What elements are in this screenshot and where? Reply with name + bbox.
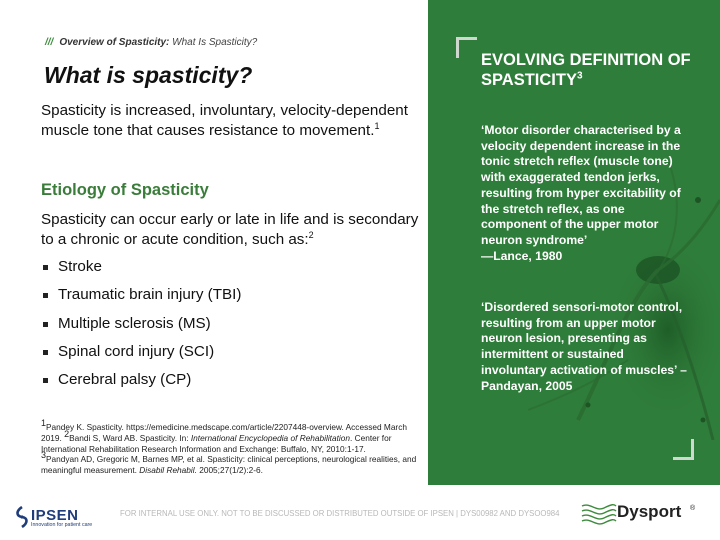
ref-3-journal: Disabil Rehabil. xyxy=(139,465,197,476)
ipsen-tagline: Innovation for patient care xyxy=(31,522,93,528)
etiology-text: Spasticity can occur early or late in life and is secondary to a chronic or acute condition, such as: xyxy=(41,211,419,248)
list-item-label: Multiple sclerosis (MS) xyxy=(58,314,211,332)
corner-bracket-bottom-icon xyxy=(673,439,694,460)
ref-2-authors: Bandi S, Ward AB. Spasticity. In: xyxy=(69,432,189,443)
breadcrumb-slashes: /// xyxy=(45,37,54,48)
definition-ref: 1 xyxy=(374,120,380,131)
list-item-label: Traumatic brain injury (TBI) xyxy=(58,286,242,304)
breadcrumb xyxy=(45,37,257,48)
ref-3-citation: 2005;27(1/2):2-6. xyxy=(199,465,263,476)
definition-panel xyxy=(428,0,720,485)
ref-3-authors: Pandyan AD, Gregoric M, Barnes MP, et al. Spasticity: clinical perceptions, neurological realities, and meaningful measurement. xyxy=(41,454,417,476)
ipsen-logo-icon xyxy=(14,506,30,528)
list-item-label: Cerebral palsy (CP) xyxy=(58,371,192,389)
footer-disclaimer: FOR INTERNAL USE ONLY. NOT TO BE DISCUSSED OR DISTRIBUTED OUTSIDE OF IPSEN | DYS00982 AND DYSOO984 xyxy=(120,509,560,518)
list-item xyxy=(41,314,241,342)
bullet-icon xyxy=(43,378,48,383)
corner-bracket-top-icon xyxy=(456,37,477,58)
dysport-logo-icon xyxy=(580,500,618,528)
list-item xyxy=(41,370,241,398)
panel-title-ref: 3 xyxy=(576,70,583,82)
ref-1-text: Pandey K. Spasticity. https://emedicine.medscape.com/article/2207448-overview. Accessed March 2019. xyxy=(41,422,407,443)
panel-title-text: EVOLVING DEFINITION OF SPASTICITY xyxy=(481,51,691,89)
ipsen-logo-text: IPSEN xyxy=(31,507,79,524)
ref-1-number: 1 xyxy=(41,418,47,429)
bullet-icon xyxy=(43,265,48,270)
bullet-icon xyxy=(43,293,48,298)
dysport-registered-mark: ® xyxy=(690,505,696,512)
breadcrumb-topic: What Is Spasticity? xyxy=(172,37,258,48)
condition-list xyxy=(41,257,241,398)
ref-3-number: 3 xyxy=(41,450,47,461)
list-item-label: Stroke xyxy=(58,258,102,275)
dysport-logo-text: Dysport xyxy=(617,502,682,521)
bullet-icon xyxy=(43,322,48,327)
breadcrumb-section: Overview of Spasticity: xyxy=(59,37,170,48)
page-title: What is spasticity? xyxy=(44,62,253,88)
etiology-paragraph xyxy=(41,210,421,250)
ref-2-publisher: . Center for International Rehabilitation Research Information and Exchange: Buffalo, NY, 2010:1-17. xyxy=(41,432,392,454)
definition-text: Spasticity is increased, involuntary, velocity-dependent muscle tone that causes resistance to movement. xyxy=(41,102,408,139)
lance-quote xyxy=(481,123,691,264)
list-item xyxy=(41,285,241,313)
ref-2-number: 2 xyxy=(64,429,70,440)
list-item xyxy=(41,257,241,285)
bullet-icon xyxy=(43,350,48,355)
ref-2-title: International Encyclopedia of Rehabilitation xyxy=(190,432,350,443)
lance-quote-text: ‘Motor disorder characterised by a velocity dependent increase in the tonic stretch reflex (muscle tone) with exaggerated tendon jerks, resulting from hyper excitability of the stretch reflex, as one component of the upper motor neuron syndrome’ xyxy=(481,123,681,247)
etiology-heading: Etiology of Spasticity xyxy=(41,181,209,199)
references xyxy=(41,418,423,476)
definition-paragraph xyxy=(41,101,416,141)
list-item xyxy=(41,342,241,370)
pandyan-quote: ‘Disordered sensori-motor control, resulting from an upper motor neuron lesion, presenting as intermittent or sustained involuntary activation of muscles’ –Pandayan, 2005 xyxy=(481,300,687,393)
list-item-label: Spinal cord injury (SCI) xyxy=(58,342,215,360)
lance-attribution: —Lance, 1980 xyxy=(481,248,563,263)
panel-title xyxy=(481,50,701,90)
etiology-ref: 2 xyxy=(308,229,314,240)
